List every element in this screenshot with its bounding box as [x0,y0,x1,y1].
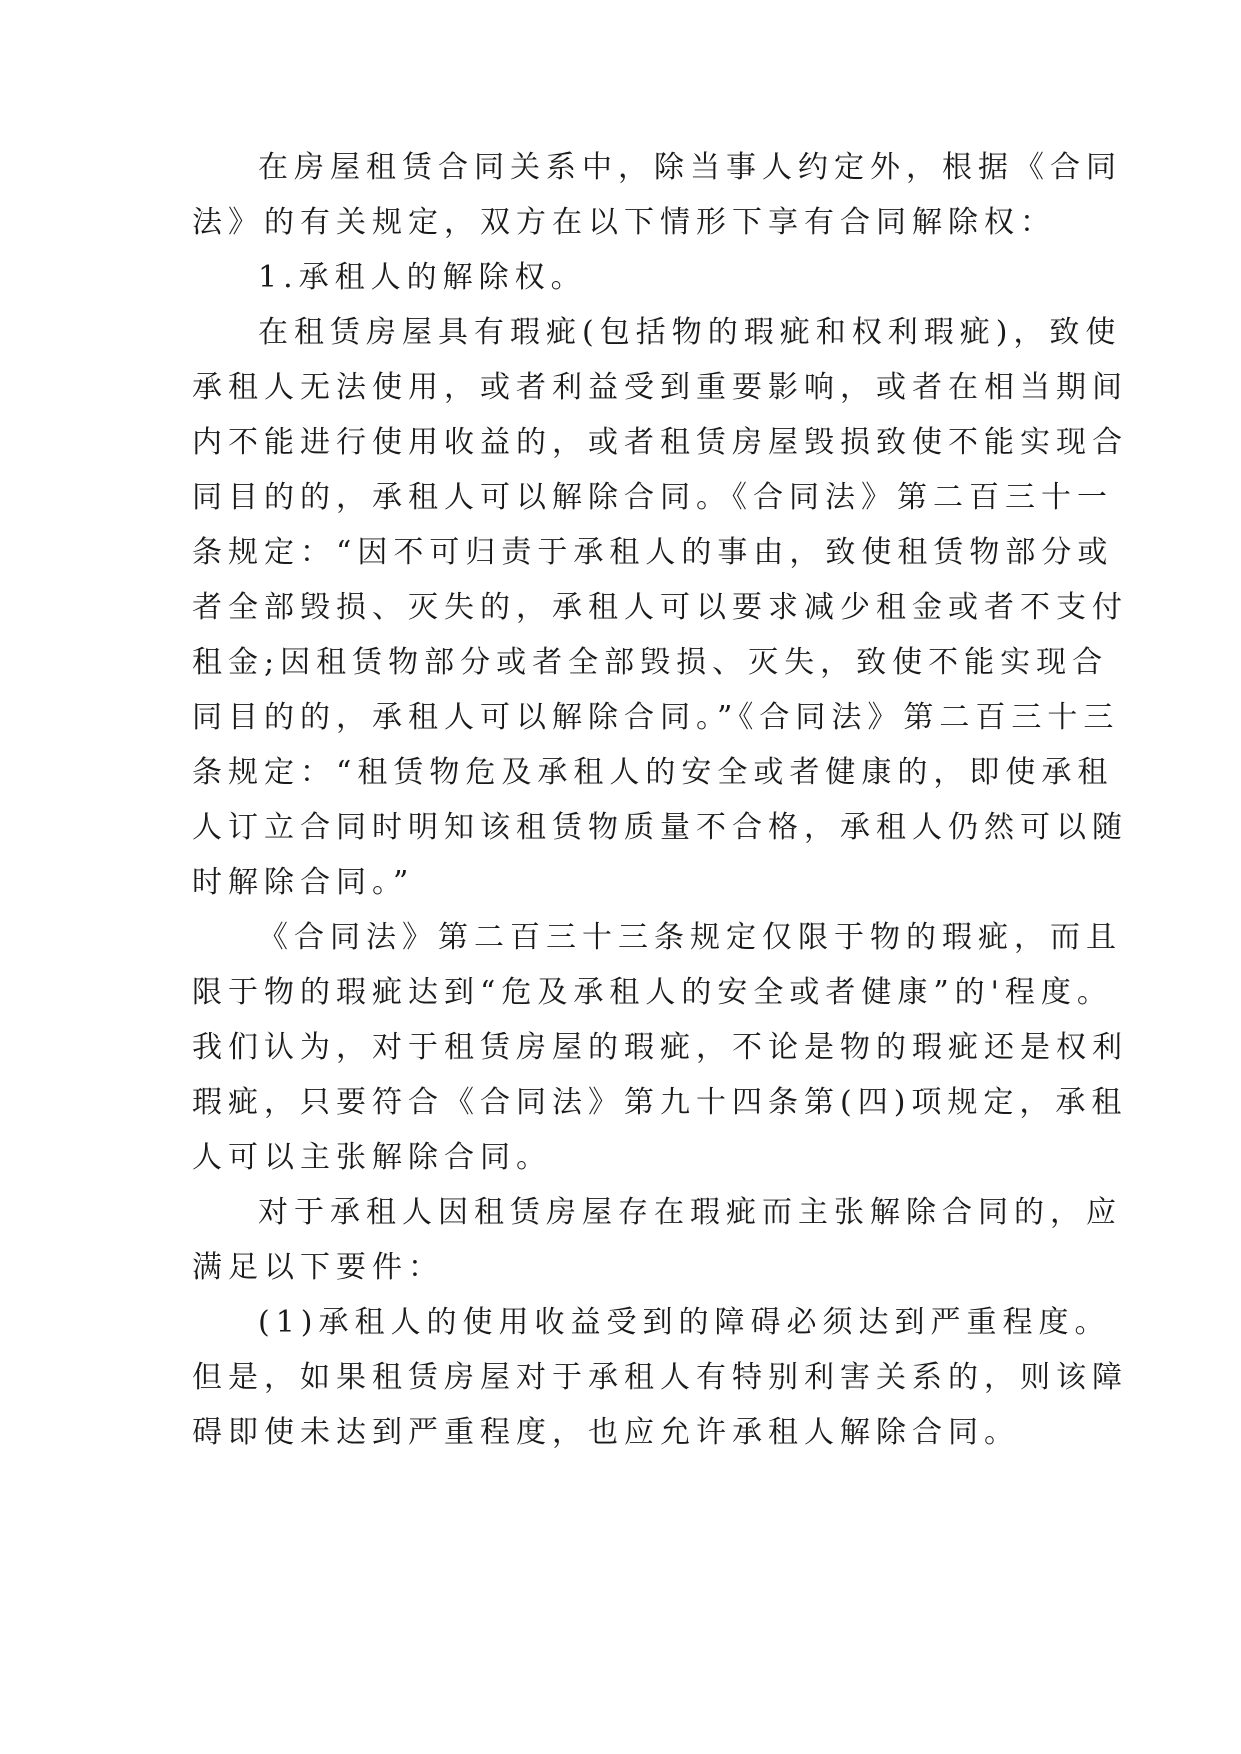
paragraph-line: 满足以下要件： [192,1250,444,1285]
paragraph-line: 在租赁房屋具有瑕疵(包括物的瑕疵和权利瑕疵)，致使 [258,315,1122,350]
paragraph-line: 人订立合同时明知该租赁物质量不合格，承租人仍然可以随 [192,810,1128,845]
list-item: (1)承租人的使用收益受到的障碍必须达到严重程度。 [258,1305,1111,1340]
paragraph-line: 者全部毁损、灭失的，承租人可以要求减少租金或者不支付 [192,590,1128,625]
paragraph-line: 内不能进行使用收益的，或者租赁房屋毁损致使不能实现合 [192,425,1128,460]
paragraph-line: 但是，如果租赁房屋对于承租人有特别利害关系的，则该障 [192,1360,1128,1395]
paragraph-line: 时解除合同。” [192,865,415,900]
paragraph-line: 法》的有关规定，双方在以下情形下享有合同解除权： [192,205,1056,240]
paragraph-line: 我们认为，对于租赁房屋的瑕疵，不论是物的瑕疵还是权利 [192,1030,1128,1065]
paragraph-line: 《合同法》第二百三十三条规定仅限于物的瑕疵，而且 [258,920,1122,955]
paragraph-line: 条规定：“因不可归责于承租人的事由，致使租赁物部分或 [192,535,1114,570]
paragraph-line: 承租人无法使用，或者利益受到重要影响，或者在相当期间 [192,370,1128,405]
paragraph-line: 在房屋租赁合同关系中，除当事人约定外，根据《合同 [258,150,1122,185]
paragraph-line: 限于物的瑕疵达到“危及承租人的安全或者健康”的'程度。 [192,975,1113,1010]
paragraph-line: 碍即使未达到严重程度，也应允许承租人解除合同。 [192,1415,1020,1450]
paragraph-line: 租金;因租赁物部分或者全部毁损、灭失，致使不能实现合 [192,645,1109,680]
paragraph-line: 条规定：“租赁物危及承租人的安全或者健康的，即使承租 [192,755,1114,790]
paragraph-line: 人可以主张解除合同。 [192,1140,552,1175]
paragraph-line: 同目的的，承租人可以解除合同。《合同法》第二百三十一 [192,480,1113,515]
paragraph-line: 对于承租人因租赁房屋存在瑕疵而主张解除合同的，应 [258,1195,1122,1230]
paragraph-line: 瑕疵，只要符合《合同法》第九十四条第(四)项规定，承租 [192,1085,1128,1120]
section-heading: 1.承租人的解除权。 [258,260,587,295]
paragraph-line: 同目的的，承租人可以解除合同。”《合同法》第二百三十三 [192,700,1120,735]
